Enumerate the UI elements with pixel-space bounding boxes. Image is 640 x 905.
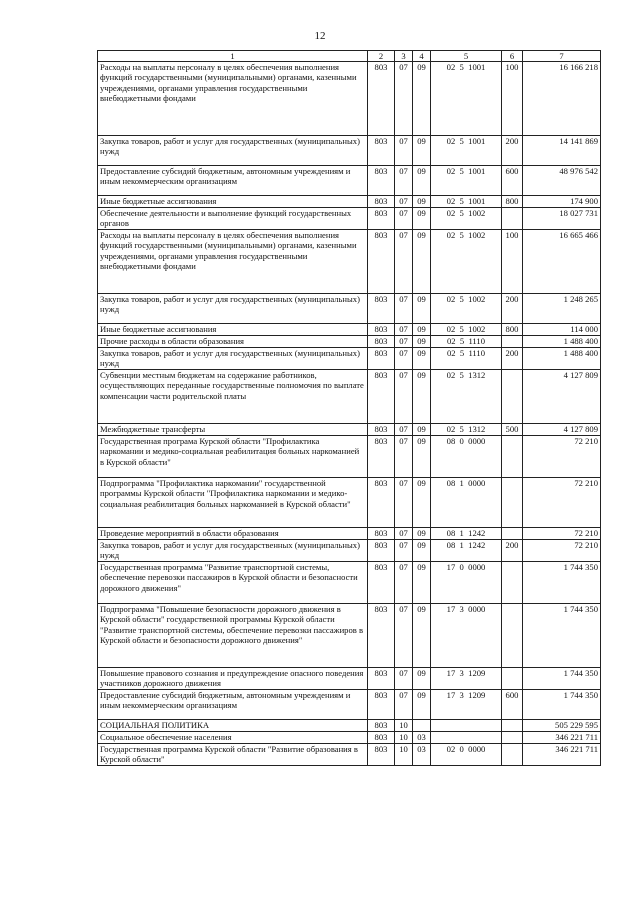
column-header: 7 <box>523 51 601 62</box>
cell-sub: 09 <box>413 336 431 348</box>
cell-name: Закупка товаров, работ и услуг для государственных (муниципальных) нужд <box>98 348 368 370</box>
cell-name: СОЦИАЛЬНАЯ ПОЛИТИКА <box>98 720 368 732</box>
cell-name: Межбюджетные трансферты <box>98 424 368 436</box>
cell-sec: 07 <box>395 324 413 336</box>
cell-code: 803 <box>368 166 395 196</box>
table-row <box>98 166 601 196</box>
cell-code: 803 <box>368 604 395 668</box>
cell-csr: 08 1 0000 <box>431 478 502 528</box>
table-row <box>98 562 601 604</box>
cell-sec: 07 <box>395 208 413 230</box>
cell-sec: 07 <box>395 540 413 562</box>
cell-name: Предоставление субсидий бюджетным, автономным учреждениям и иным некоммерческим организациям <box>98 690 368 720</box>
cell-csr: 02 5 1312 <box>431 424 502 436</box>
cell-csr: 02 5 1001 <box>431 62 502 136</box>
cell-sum: 1 744 350 <box>523 562 601 604</box>
cell-sec: 07 <box>395 230 413 294</box>
cell-sec: 07 <box>395 294 413 324</box>
cell-code: 803 <box>368 720 395 732</box>
cell-sum: 72 210 <box>523 478 601 528</box>
column-header: 5 <box>431 51 502 62</box>
cell-sum: 16 166 218 <box>523 62 601 136</box>
cell-vr <box>502 436 523 478</box>
cell-sub: 09 <box>413 690 431 720</box>
cell-code: 803 <box>368 196 395 208</box>
cell-csr: 17 3 0000 <box>431 604 502 668</box>
cell-vr: 600 <box>502 690 523 720</box>
cell-vr <box>502 208 523 230</box>
cell-sub: 09 <box>413 528 431 540</box>
cell-code: 803 <box>368 668 395 690</box>
cell-sub <box>413 720 431 732</box>
table-row <box>98 230 601 294</box>
table-header-row <box>98 51 601 62</box>
cell-code: 803 <box>368 324 395 336</box>
cell-code: 803 <box>368 562 395 604</box>
cell-sub: 09 <box>413 562 431 604</box>
cell-sum: 72 210 <box>523 436 601 478</box>
column-header: 4 <box>413 51 431 62</box>
cell-name: Прочие расходы в области образования <box>98 336 368 348</box>
cell-sec: 10 <box>395 720 413 732</box>
cell-sub: 03 <box>413 732 431 744</box>
cell-csr <box>431 732 502 744</box>
cell-name: Расходы на выплаты персоналу в целях обеспечения выполнения функций государственными (муниципальными) органами, казенными учреждениями, органами управления государственными внебюджетными фондами <box>98 230 368 294</box>
cell-sec: 07 <box>395 528 413 540</box>
cell-vr: 200 <box>502 540 523 562</box>
column-header: 6 <box>502 51 523 62</box>
cell-vr: 500 <box>502 424 523 436</box>
table-row <box>98 720 601 732</box>
cell-name: Подпрограмма "Повышение безопасности дорожного движения в Курской области" государственной программы Курской области "Развитие транспортной системы, обеспечение перевозки пассажиров в Курской области и безопасности дорожного движения" <box>98 604 368 668</box>
cell-name: Обеспечение деятельности и выполнение функций государственных органов <box>98 208 368 230</box>
table-row <box>98 370 601 424</box>
cell-sec: 07 <box>395 370 413 424</box>
cell-sec: 07 <box>395 478 413 528</box>
cell-csr: 17 0 0000 <box>431 562 502 604</box>
cell-name: Субвенции местным бюджетам на содержание работников, осуществляющих переданные государственные полномочия по выплате компенсации части родительской платы <box>98 370 368 424</box>
cell-csr: 08 0 0000 <box>431 436 502 478</box>
cell-sum: 4 127 809 <box>523 370 601 424</box>
cell-vr <box>502 744 523 766</box>
cell-csr: 02 5 1110 <box>431 336 502 348</box>
cell-code: 803 <box>368 424 395 436</box>
cell-name: Расходы на выплаты персоналу в целях обеспечения выполнения функций государственными (муниципальными) органами, казенными учреждениями, органами управления государственными внебюджетными фондами <box>98 62 368 136</box>
table-row <box>98 744 601 766</box>
cell-name: Проведение мероприятий в области образования <box>98 528 368 540</box>
cell-sub: 09 <box>413 208 431 230</box>
cell-sub: 09 <box>413 478 431 528</box>
table-row <box>98 690 601 720</box>
cell-name: Государственная програма Курской области "Профилактика наркомании и медико-социальная реабилитация больных наркоманией в Курской области" <box>98 436 368 478</box>
cell-sub: 09 <box>413 436 431 478</box>
cell-sub: 09 <box>413 540 431 562</box>
cell-name: Закупка товаров, работ и услуг для государственных (муниципальных) нужд <box>98 540 368 562</box>
cell-vr: 200 <box>502 136 523 166</box>
table-row <box>98 540 601 562</box>
cell-sum: 72 210 <box>523 540 601 562</box>
cell-code: 803 <box>368 528 395 540</box>
table-row <box>98 324 601 336</box>
cell-csr: 02 5 1110 <box>431 348 502 370</box>
cell-code: 803 <box>368 336 395 348</box>
table-row <box>98 136 601 166</box>
table-row <box>98 62 601 136</box>
cell-vr: 100 <box>502 62 523 136</box>
cell-csr: 02 5 1002 <box>431 208 502 230</box>
cell-sum: 1 744 350 <box>523 690 601 720</box>
cell-vr <box>502 562 523 604</box>
cell-csr: 02 5 1002 <box>431 230 502 294</box>
cell-sum: 1 744 350 <box>523 604 601 668</box>
cell-sec: 07 <box>395 136 413 166</box>
cell-csr: 08 1 1242 <box>431 540 502 562</box>
table-row <box>98 348 601 370</box>
table-row <box>98 604 601 668</box>
cell-sum: 18 027 731 <box>523 208 601 230</box>
table-row <box>98 208 601 230</box>
cell-name: Социальное обеспечение населения <box>98 732 368 744</box>
cell-csr: 02 5 1002 <box>431 294 502 324</box>
cell-code: 803 <box>368 744 395 766</box>
cell-name: Иные бюджетные ассигнования <box>98 324 368 336</box>
cell-vr <box>502 604 523 668</box>
cell-csr: 02 5 1312 <box>431 370 502 424</box>
table-row <box>98 732 601 744</box>
table-row <box>98 336 601 348</box>
cell-name: Закупка товаров, работ и услуг для государственных (муниципальных) нужд <box>98 294 368 324</box>
cell-sum: 1 488 400 <box>523 348 601 370</box>
cell-sec: 10 <box>395 744 413 766</box>
cell-sec: 07 <box>395 348 413 370</box>
cell-code: 803 <box>368 208 395 230</box>
cell-sub: 09 <box>413 370 431 424</box>
cell-code: 803 <box>368 690 395 720</box>
cell-vr <box>502 336 523 348</box>
cell-vr <box>502 370 523 424</box>
page-number: 12 <box>314 30 326 42</box>
cell-sub: 09 <box>413 166 431 196</box>
cell-csr: 02 5 1001 <box>431 136 502 166</box>
cell-vr: 200 <box>502 348 523 370</box>
cell-sub: 09 <box>413 62 431 136</box>
cell-vr <box>502 668 523 690</box>
cell-sec: 07 <box>395 62 413 136</box>
cell-name: Государственная программа Курской области "Развитие образования в Курской области" <box>98 744 368 766</box>
cell-sub: 09 <box>413 604 431 668</box>
cell-code: 803 <box>368 478 395 528</box>
cell-sec: 07 <box>395 424 413 436</box>
cell-sec: 07 <box>395 604 413 668</box>
cell-sum: 505 229 595 <box>523 720 601 732</box>
table-row <box>98 294 601 324</box>
table-row <box>98 196 601 208</box>
cell-sub: 09 <box>413 136 431 166</box>
cell-sum: 14 141 869 <box>523 136 601 166</box>
cell-sum: 72 210 <box>523 528 601 540</box>
cell-vr <box>502 478 523 528</box>
cell-sum: 114 000 <box>523 324 601 336</box>
cell-sec: 10 <box>395 732 413 744</box>
cell-code: 803 <box>368 348 395 370</box>
cell-sec: 07 <box>395 690 413 720</box>
cell-csr: 02 5 1001 <box>431 196 502 208</box>
table-row <box>98 424 601 436</box>
cell-code: 803 <box>368 436 395 478</box>
cell-code: 803 <box>368 540 395 562</box>
cell-vr: 100 <box>502 230 523 294</box>
cell-sum: 1 744 350 <box>523 668 601 690</box>
cell-vr <box>502 720 523 732</box>
cell-sub: 09 <box>413 230 431 294</box>
cell-csr: 17 3 1209 <box>431 690 502 720</box>
table-row <box>98 478 601 528</box>
cell-sum: 1 248 265 <box>523 294 601 324</box>
table-row <box>98 436 601 478</box>
cell-code: 803 <box>368 370 395 424</box>
cell-csr: 02 5 1001 <box>431 166 502 196</box>
cell-vr <box>502 732 523 744</box>
budget-table <box>97 50 601 766</box>
cell-sum: 4 127 809 <box>523 424 601 436</box>
cell-csr: 02 5 1002 <box>431 324 502 336</box>
cell-code: 803 <box>368 294 395 324</box>
cell-name: Повышение правового сознания и предупреждение опасного поведения участников дорожного движения <box>98 668 368 690</box>
cell-sec: 07 <box>395 668 413 690</box>
cell-sub: 09 <box>413 348 431 370</box>
cell-csr: 02 0 0000 <box>431 744 502 766</box>
cell-csr: 17 3 1209 <box>431 668 502 690</box>
column-header: 1 <box>98 51 368 62</box>
cell-code: 803 <box>368 62 395 136</box>
cell-sum: 346 221 711 <box>523 744 601 766</box>
table-row <box>98 528 601 540</box>
cell-sec: 07 <box>395 196 413 208</box>
cell-sum: 174 900 <box>523 196 601 208</box>
cell-vr <box>502 528 523 540</box>
cell-code: 803 <box>368 732 395 744</box>
column-header: 2 <box>368 51 395 62</box>
cell-sub: 09 <box>413 324 431 336</box>
cell-sub: 09 <box>413 196 431 208</box>
cell-sec: 07 <box>395 436 413 478</box>
cell-name: Подпрограмма "Профилактика наркомании" государственной программы Курской области "Профилактика наркомании и медико-социальная реабилитация больных наркоманией в Курской области" <box>98 478 368 528</box>
cell-csr <box>431 720 502 732</box>
cell-vr: 800 <box>502 324 523 336</box>
cell-sum: 346 221 711 <box>523 732 601 744</box>
cell-vr: 600 <box>502 166 523 196</box>
cell-name: Государственная программа "Развитие транспортной системы, обеспечение перевозки пассажиров в Курской области и безопасности дорожного движения" <box>98 562 368 604</box>
cell-name: Иные бюджетные ассигнования <box>98 196 368 208</box>
cell-name: Предоставление субсидий бюджетным, автономным учреждениям и иным некоммерческим организациям <box>98 166 368 196</box>
cell-sec: 07 <box>395 336 413 348</box>
cell-sum: 1 488 400 <box>523 336 601 348</box>
cell-sec: 07 <box>395 562 413 604</box>
cell-sub: 03 <box>413 744 431 766</box>
cell-sum: 48 976 542 <box>523 166 601 196</box>
cell-sum: 16 665 466 <box>523 230 601 294</box>
cell-sub: 09 <box>413 424 431 436</box>
cell-sec: 07 <box>395 166 413 196</box>
cell-vr: 200 <box>502 294 523 324</box>
cell-sub: 09 <box>413 294 431 324</box>
cell-code: 803 <box>368 136 395 166</box>
column-header: 3 <box>395 51 413 62</box>
cell-name: Закупка товаров, работ и услуг для государственных (муниципальных) нужд <box>98 136 368 166</box>
cell-code: 803 <box>368 230 395 294</box>
cell-csr: 08 1 1242 <box>431 528 502 540</box>
cell-vr: 800 <box>502 196 523 208</box>
cell-sub: 09 <box>413 668 431 690</box>
table-row <box>98 668 601 690</box>
